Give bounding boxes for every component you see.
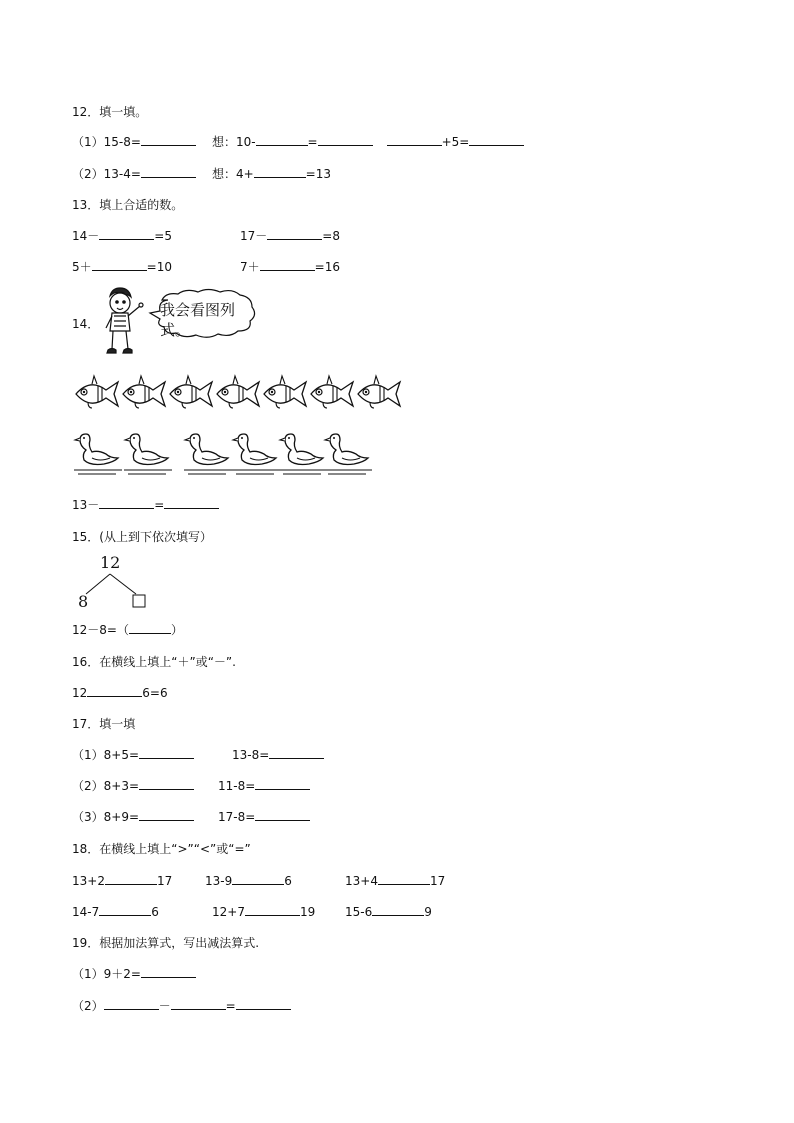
q16-equation: 12 6=6 xyxy=(72,686,168,700)
answer-blank[interactable] xyxy=(269,747,324,759)
answer-blank[interactable] xyxy=(99,904,151,916)
answer-blank[interactable] xyxy=(236,998,291,1010)
goose-icon xyxy=(324,434,372,474)
q17-row3-b: 17-8= xyxy=(218,809,310,825)
q18-r1-b: 13-9 6 xyxy=(205,874,292,888)
q13-a: 14－ =5 xyxy=(72,229,172,243)
fish-icon xyxy=(311,376,353,408)
goose-icon xyxy=(232,434,280,474)
answer-blank[interactable] xyxy=(139,747,194,759)
q17-row1-b: 13-8= xyxy=(232,747,324,763)
answer-blank[interactable] xyxy=(105,873,157,885)
answer-blank[interactable] xyxy=(141,134,196,146)
goose-row xyxy=(72,428,382,482)
q18-r2-a: 14-7 6 xyxy=(72,905,159,919)
answer-blank[interactable] xyxy=(141,166,196,178)
q17-row2-a: （2）8+3= xyxy=(72,778,194,794)
q18-r1-c: 13+4 17 xyxy=(345,874,446,888)
answer-blank[interactable] xyxy=(256,134,308,146)
answer-blank[interactable] xyxy=(372,904,424,916)
fish-row xyxy=(72,372,407,416)
answer-blank[interactable] xyxy=(164,497,219,509)
q14-number: 14． xyxy=(72,317,100,331)
fish-icon xyxy=(264,376,306,408)
fish-icon xyxy=(170,376,212,408)
answer-blank[interactable] xyxy=(99,497,154,509)
q17-row1-a: （1）8+5= xyxy=(72,747,194,763)
q12-1-think: 想：10- xyxy=(211,135,256,149)
answer-blank[interactable] xyxy=(104,998,159,1010)
q19-line1: （1）9＋2= xyxy=(72,966,196,982)
answer-blank[interactable] xyxy=(378,873,430,885)
q18-title: 18．在横线上填上“>”“<”或“=” xyxy=(72,842,251,856)
fish-icon xyxy=(358,376,400,408)
tree-left-number: 8 xyxy=(78,592,89,611)
answer-blank[interactable] xyxy=(254,166,306,178)
answer-blank[interactable] xyxy=(255,809,310,821)
boy-illustration xyxy=(98,286,148,360)
answer-blank[interactable] xyxy=(171,998,226,1010)
q13-b: 17－ =8 xyxy=(240,229,340,243)
number-tree xyxy=(78,572,154,608)
goose-icon xyxy=(279,434,327,474)
answer-blank[interactable] xyxy=(129,622,171,634)
q13-c: 5＋ =10 xyxy=(72,260,172,274)
q12-line2: （2）13-4= 想：4+ =13 xyxy=(72,167,331,181)
q17-row3-a: （3）8+9= xyxy=(72,809,194,825)
answer-blank[interactable] xyxy=(255,778,310,790)
bubble-text: 我会看图列式。 xyxy=(160,301,236,339)
answer-blank[interactable] xyxy=(469,134,524,146)
answer-blank[interactable] xyxy=(99,228,154,240)
answer-blank[interactable] xyxy=(267,228,322,240)
q12-line1: （1）15-8= 想：10- = +5= xyxy=(72,134,524,150)
q18-r2-b: 12+7 19 xyxy=(212,905,316,919)
answer-blank[interactable] xyxy=(318,134,373,146)
q12-1-expr: （1）15-8= xyxy=(72,135,141,149)
answer-blank[interactable] xyxy=(260,259,315,271)
q12-2-think: 想：4+ xyxy=(211,167,254,181)
fish-icon xyxy=(123,376,165,408)
q18-r1-a: 13+2 17 xyxy=(72,874,173,888)
answer-blank[interactable] xyxy=(87,685,142,697)
answer-blank[interactable] xyxy=(139,809,194,821)
fish-icon xyxy=(217,376,259,408)
answer-blank[interactable] xyxy=(245,904,300,916)
tree-top-number: 12 xyxy=(100,553,121,572)
q12-title: 12．填一填。 xyxy=(72,105,148,119)
answer-box[interactable] xyxy=(133,595,145,607)
q19-title: 19．根据加法算式，写出减法算式. xyxy=(72,936,260,950)
q15-equation: 12－8=（ ） xyxy=(72,623,183,637)
fish-icon xyxy=(76,376,118,408)
tree-branches xyxy=(86,574,136,594)
q16-title: 16．在横线上填上“＋”或“－”. xyxy=(72,655,236,669)
q17-row2-b: 11-8= xyxy=(218,778,310,794)
goose-icon xyxy=(124,434,172,474)
goose-icon xyxy=(184,434,232,474)
q13-d: 7＋ =16 xyxy=(240,260,340,274)
answer-blank[interactable] xyxy=(232,873,284,885)
q14-equation: 13－ = xyxy=(72,497,219,513)
q17-title: 17．填一填 xyxy=(72,717,136,731)
answer-blank[interactable] xyxy=(387,134,442,146)
answer-blank[interactable] xyxy=(92,259,147,271)
answer-blank[interactable] xyxy=(141,966,196,978)
q19-line2: （2） － = xyxy=(72,998,291,1014)
q12-2-expr: （2）13-4= xyxy=(72,167,141,181)
q13-title: 13．填上合适的数。 xyxy=(72,198,184,212)
q18-r2-c: 15-6 9 xyxy=(345,905,432,919)
answer-blank[interactable] xyxy=(139,778,194,790)
goose-icon xyxy=(74,434,122,474)
q15-title: 15．(从上到下依次填写） xyxy=(72,530,212,544)
